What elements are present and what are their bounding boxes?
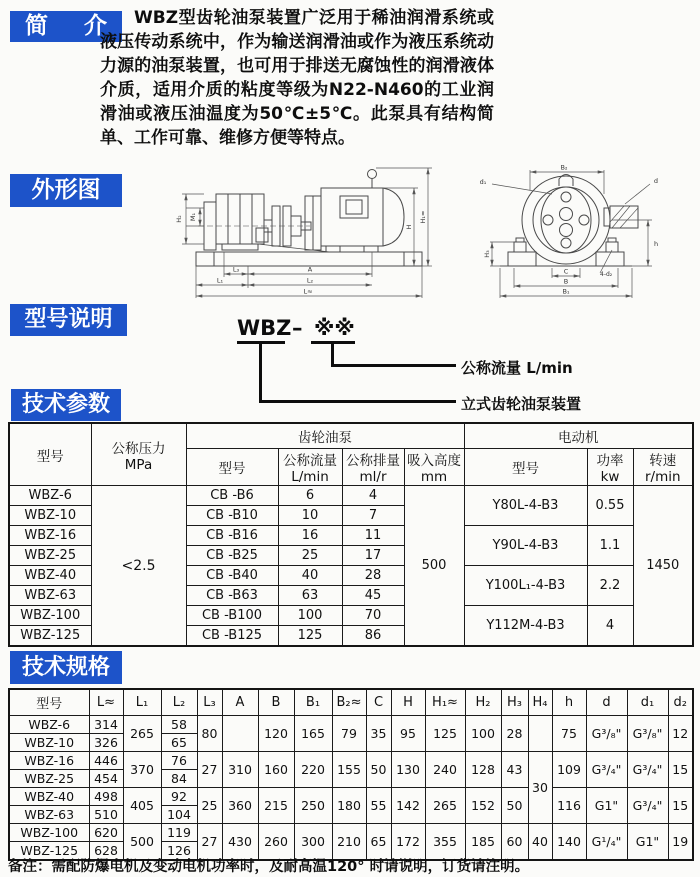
cell-L2: 65: [161, 734, 197, 752]
header-pressure-line1: 公称压力: [111, 440, 166, 457]
cell-H4: 30: [528, 752, 552, 824]
header-displacement: [342, 449, 404, 486]
section-title-outline: 外形图: [10, 174, 122, 207]
section-title-params: 技术参数: [11, 389, 121, 421]
header-model: 型号: [9, 423, 91, 486]
header-cell: C: [366, 689, 391, 716]
cell-model: WBZ-25: [9, 770, 89, 788]
header-disp-line2: ml/r: [359, 469, 387, 485]
cell-H2: 128: [465, 752, 501, 788]
cell-flow: 63: [278, 586, 342, 606]
cell-L: 510: [89, 806, 123, 824]
header-suction-line2: mm: [420, 469, 448, 485]
cell-pressure: <2.5: [91, 486, 186, 647]
cell-motor: Y112M-4-B3: [464, 606, 587, 647]
section-title-intro: 简 介: [10, 11, 122, 42]
header-cell: A: [222, 689, 258, 716]
header-cell: B₂≈: [332, 689, 366, 716]
cell-B: 120: [258, 716, 294, 752]
cell-L2: 119: [161, 824, 197, 842]
cell-H1: 355: [425, 824, 465, 861]
cell-model: WBZ-16: [9, 752, 89, 770]
header-cell: d: [586, 689, 627, 716]
cell-A: 360: [222, 788, 258, 824]
cell-H: 142: [391, 788, 425, 824]
header-disp-line1: 公称排量: [346, 453, 400, 469]
dim-label-h3: H₃: [483, 250, 491, 258]
header-cell: L≈: [89, 689, 123, 716]
header-group-motor: 电动机: [464, 423, 693, 449]
cell-L2: 92: [161, 788, 197, 806]
cell-disp: 7: [342, 506, 404, 526]
cell-H4: [528, 716, 552, 752]
header-flow: [278, 449, 342, 486]
header-cell: 型号: [9, 689, 89, 716]
cell-L2: 76: [161, 752, 197, 770]
cell-H4: 40: [528, 824, 552, 861]
intro-paragraph: WBZ型齿轮油泵装置广泛用于稀油润滑系统或液压传动系统中，作为输送润滑油或作为液压系统动力源的油泵装置，也可用于排送无腐蚀性的润滑液体介质，适用介质的粘度等级为N22-N460的工业润滑油或液压油温度为50℃±5℃。此泵具有结构简单、工作可靠、维修方便等特点。: [100, 8, 494, 148]
cell-disp: 4: [342, 486, 404, 506]
cell-motor: Y100L₁-4-B3: [464, 566, 587, 606]
model-code: WBZ: [237, 316, 292, 340]
cell-B: 260: [258, 824, 294, 861]
header-cell: H₂: [465, 689, 501, 716]
cell-L2: 126: [161, 842, 197, 861]
cell-H2: 185: [465, 824, 501, 861]
cell-flow: 16: [278, 526, 342, 546]
header-cell: H₁≈: [425, 689, 465, 716]
cell-h: 75: [552, 716, 586, 752]
outline-drawing: [0, 164, 700, 304]
model-flow-label: 公称流量 L/min: [461, 359, 573, 377]
table-row: [9, 716, 693, 734]
cell-A: 430: [222, 824, 258, 861]
dim-label-d1: d₁: [479, 178, 487, 186]
cell-pump: CB -B125: [186, 626, 278, 647]
cell-flow: 100: [278, 606, 342, 626]
cell-L1: 370: [123, 752, 161, 788]
cell-model: WBZ-63: [9, 806, 89, 824]
cell-disp: 11: [342, 526, 404, 546]
cell-model: WBZ-40: [9, 566, 91, 586]
cell-flow: 25: [278, 546, 342, 566]
cell-d: G³/₄": [586, 752, 627, 788]
header-group-pump: 齿轮油泵: [186, 423, 464, 449]
cell-C: 50: [366, 752, 391, 788]
cell-H3: 60: [501, 824, 528, 861]
cell-model: WBZ-25: [9, 546, 91, 566]
side-view-group: [196, 170, 422, 267]
dim-label-a: A: [307, 265, 313, 274]
cell-L2: 84: [161, 770, 197, 788]
cell-d: G¹/₄": [586, 824, 627, 861]
cell-C: 55: [366, 788, 391, 824]
cell-L2: 104: [161, 806, 197, 824]
model-type-label: 立式齿轮油泵装置: [461, 395, 582, 413]
cell-model: WBZ-40: [9, 788, 89, 806]
cell-flow: 40: [278, 566, 342, 586]
cell-d2: 19: [668, 824, 693, 861]
cell-H2: 100: [465, 716, 501, 752]
header-cell: d₂: [668, 689, 693, 716]
header-cell: H: [391, 689, 425, 716]
cell-power: 0.55: [587, 486, 633, 526]
cell-H: 130: [391, 752, 425, 788]
cell-power: 4: [587, 606, 633, 647]
footnote: 备注：需配防爆电机及变动电机功率时，及耐高温120° 时请说明，订货请注明。: [8, 859, 530, 875]
cell-B2: 79: [332, 716, 366, 752]
cell-d2: 15: [668, 788, 693, 824]
header-pressure: [91, 423, 186, 486]
cell-model: WBZ-10: [9, 734, 89, 752]
cell-power: 2.2: [587, 566, 633, 606]
dim-label-b1: B₁: [562, 287, 570, 296]
table-row: [9, 752, 693, 770]
cell-H1: 265: [425, 788, 465, 824]
header-cell: B: [258, 689, 294, 716]
header-speed: [633, 449, 693, 486]
dim-label-h: H: [405, 224, 413, 230]
header-flow-line1: 公称流量: [283, 453, 337, 469]
tech-specs-table: [8, 688, 694, 861]
connector-line-v1: [259, 341, 262, 403]
cell-B1: 220: [294, 752, 332, 788]
dim-label-l3: L₃: [232, 265, 240, 274]
cell-model: WBZ-10: [9, 506, 91, 526]
cell-d: G³/₈": [586, 716, 627, 752]
cell-H1: 125: [425, 716, 465, 752]
cell-L: 326: [89, 734, 123, 752]
cell-pump: CB -B25: [186, 546, 278, 566]
cell-pump: CB -B100: [186, 606, 278, 626]
connector-line-h2: [331, 364, 456, 367]
header-pressure-line2: MPa: [124, 456, 153, 473]
header-cell: L₂: [161, 689, 197, 716]
model-stars: ※※: [314, 316, 355, 340]
section-title-model: 型号说明: [10, 304, 127, 336]
cell-pump: CB -B6: [186, 486, 278, 506]
header-cell: H₄: [528, 689, 552, 716]
cell-model: WBZ-100: [9, 824, 89, 842]
cell-L1: 405: [123, 788, 161, 824]
cell-model: WBZ-125: [9, 842, 89, 861]
cell-L1: 265: [123, 716, 161, 752]
cell-B2: 180: [332, 788, 366, 824]
cell-disp: 70: [342, 606, 404, 626]
cell-B: 160: [258, 752, 294, 788]
cell-L: 498: [89, 788, 123, 806]
cell-B1: 300: [294, 824, 332, 861]
cell-L: 314: [89, 716, 123, 734]
dim-label-c: C: [563, 267, 569, 276]
header-cell: H₃: [501, 689, 528, 716]
cell-pump: CB -B16: [186, 526, 278, 546]
header-cell: d₁: [627, 689, 668, 716]
table-row: [9, 824, 693, 842]
cell-A: [222, 716, 258, 752]
cell-pump: CB -B10: [186, 506, 278, 526]
cell-disp: 45: [342, 586, 404, 606]
header-cell: h: [552, 689, 586, 716]
table-row: [9, 788, 693, 806]
cell-C: 35: [366, 716, 391, 752]
cell-h: 116: [552, 788, 586, 824]
header-pump-model: 型号: [186, 449, 278, 486]
section-title-specs: 技术规格: [10, 651, 122, 684]
header-speed-line1: 转速: [649, 453, 677, 469]
cell-B2: 210: [332, 824, 366, 861]
cell-B1: 250: [294, 788, 332, 824]
cell-d1: G³/₄": [627, 752, 668, 788]
cell-B2: 155: [332, 752, 366, 788]
header-cell: B₁: [294, 689, 332, 716]
dim-label-b: B: [563, 277, 569, 286]
header-motor-model: 型号: [464, 449, 587, 486]
header-suction: [404, 449, 464, 486]
dim-label-h1: H₁≈: [419, 210, 427, 224]
model-dash: –: [292, 316, 303, 340]
dim-label-4d2: 4-d₂: [600, 271, 613, 278]
header-suction-line1: 吸入高度: [407, 453, 461, 469]
cell-motor: Y80L-4-B3: [464, 486, 587, 526]
cell-H1: 240: [425, 752, 465, 788]
cell-motor: Y90L-4-B3: [464, 526, 587, 566]
header-power: [587, 449, 633, 486]
cell-H3: 43: [501, 752, 528, 788]
header-power-line1: 功率: [596, 453, 624, 469]
table-row: [9, 486, 693, 506]
cell-L3: 27: [197, 752, 222, 788]
cell-L: 446: [89, 752, 123, 770]
header-cell: L₃: [197, 689, 222, 716]
cell-d2: 15: [668, 752, 693, 788]
cell-flow: 6: [278, 486, 342, 506]
cell-H2: 152: [465, 788, 501, 824]
cell-A: 310: [222, 752, 258, 788]
dim-label-h2: H₂: [175, 215, 183, 223]
cell-flow: 10: [278, 506, 342, 526]
header-cell: L₁: [123, 689, 161, 716]
cell-L1: 500: [123, 824, 161, 861]
cell-disp: 17: [342, 546, 404, 566]
cell-flow: 125: [278, 626, 342, 647]
cell-d1: G³/₈": [627, 716, 668, 752]
cell-d1: G³/₄": [627, 788, 668, 824]
cell-disp: 86: [342, 626, 404, 647]
cell-power: 1.1: [587, 526, 633, 566]
cell-L3: 80: [197, 716, 222, 752]
connector-line-h1: [259, 400, 456, 403]
cell-model: WBZ-100: [9, 606, 91, 626]
dim-label-l: L≈: [303, 287, 313, 296]
cell-speed: 1450: [633, 486, 693, 647]
cell-h: 140: [552, 824, 586, 861]
cell-model: WBZ-125: [9, 626, 91, 647]
header-flow-line2: L/min: [291, 469, 329, 485]
header-speed-line2: r/min: [644, 469, 681, 485]
dim-label-m1: M₁: [189, 212, 197, 222]
cell-B: 215: [258, 788, 294, 824]
cell-L2: 58: [161, 716, 197, 734]
cell-L: 628: [89, 842, 123, 861]
cell-H3: 28: [501, 716, 528, 752]
dim-label-b2: B₂: [560, 164, 568, 172]
cell-model: WBZ-16: [9, 526, 91, 546]
cell-pump: CB -B63: [186, 586, 278, 606]
tech-params-table: [8, 422, 694, 647]
specs-header-row: [9, 689, 693, 716]
cell-suction: 500: [404, 486, 464, 647]
cell-L: 454: [89, 770, 123, 788]
dim-label-l1: L₁: [216, 276, 224, 285]
cell-H: 172: [391, 824, 425, 861]
cell-L: 620: [89, 824, 123, 842]
header-power-line2: kw: [600, 469, 620, 485]
cell-L3: 25: [197, 788, 222, 824]
dim-label-l2: L₂: [306, 276, 314, 285]
cell-L3: 27: [197, 824, 222, 861]
cell-h: 109: [552, 752, 586, 788]
cell-C: 65: [366, 824, 391, 861]
dim-label-d: d: [653, 177, 659, 185]
cell-H3: 50: [501, 788, 528, 824]
dim-label-hh: h: [654, 240, 659, 248]
cell-model: WBZ-63: [9, 586, 91, 606]
cell-model: WBZ-6: [9, 486, 91, 506]
cell-d1: G1": [627, 824, 668, 861]
cell-H: 95: [391, 716, 425, 752]
cell-B1: 165: [294, 716, 332, 752]
cell-d: G1": [586, 788, 627, 824]
cell-model: WBZ-6: [9, 716, 89, 734]
cell-pump: CB -B40: [186, 566, 278, 586]
cell-d2: 12: [668, 716, 693, 752]
cell-disp: 28: [342, 566, 404, 586]
